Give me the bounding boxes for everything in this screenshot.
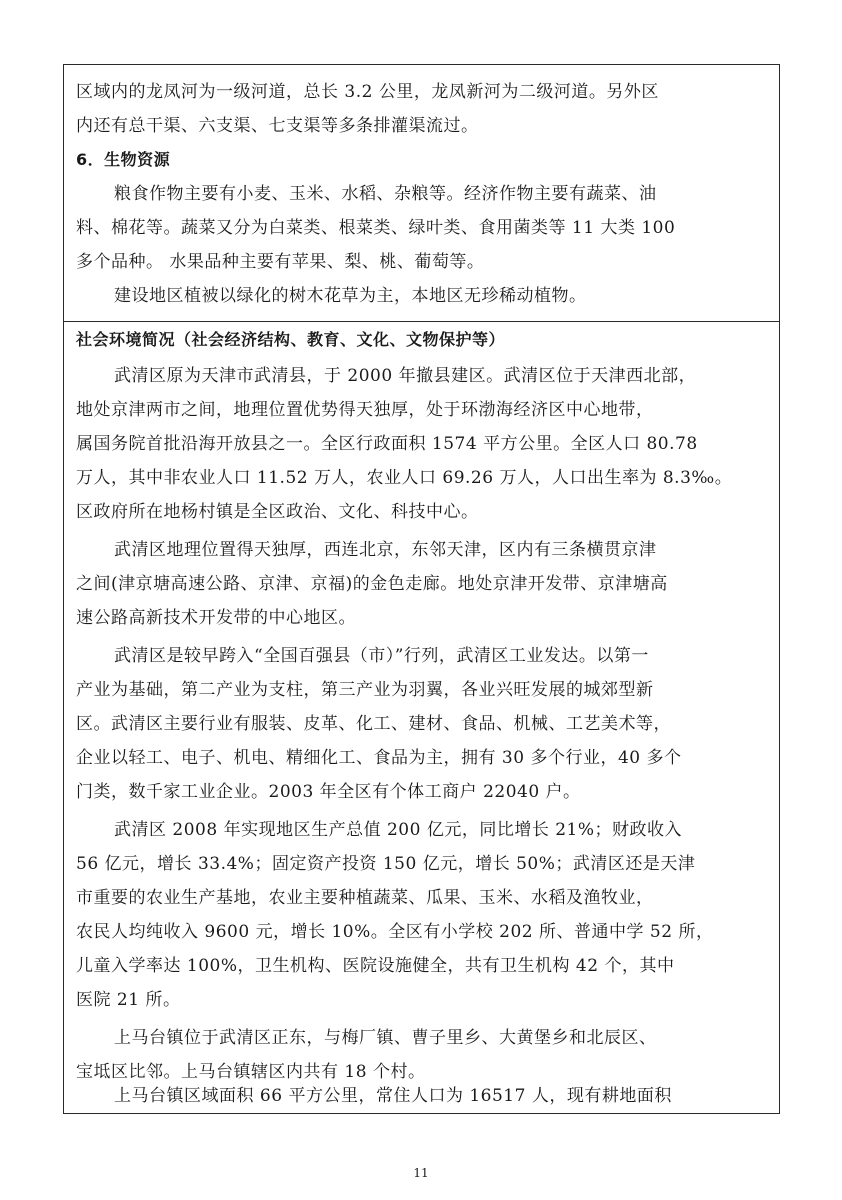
text-line: 武清区地理位置得天独厚，西连北京，东邻天津，区内有三条横贯京津 [114,540,657,560]
text-line: 56 亿元，增长 33.4%；固定资产投资 150 亿元，增长 50%；武清区还是天津 [76,854,696,874]
text-line: 宝坻区比邻。上马台镇辖区内共有 18 个村。 [76,1062,426,1082]
text-line: 区域内的龙凤河为一级河道，总长 3.2 公里，龙凤新河为二级河道。另外区 [76,82,659,102]
text-line: 武清区原为天津市武清县，于 2000 年撤县建区。武清区位于天津西北部， [114,366,697,386]
text-line: 区。武清区主要行业有服装、皮革、化工、建材、食品、机械、工艺美术等， [76,714,671,734]
text-line: 速公路高新技术开发带的中心地区。 [76,608,356,628]
subheading-biological-resources: 6．生物资源 [76,150,171,169]
text-line: 医院 21 所。 [76,990,181,1010]
text-line: 之间(津京塘高速公路、京津、京福)的金色走廊。地处京津开发带、京津塘高 [76,574,668,594]
section-heading-social-environment: 社会环境简况（社会经济结构、教育、文化、文物保护等） [76,330,506,349]
text-line: 农民人均纯收入 9600 元，增长 10%。全区有小学校 202 所、普通中学 52 所， [76,922,714,942]
text-line: 属国务院首批沿海开放县之一。全区行政面积 1574 平方公里。全区人口 80.78 [76,434,698,454]
text-line: 上马台镇区域面积 66 平方公里，常住人口为 16517 人，现有耕地面积 [114,1086,672,1106]
text-line: 武清区是较早跨入“全国百强县（市）”行列，武清区工业发达。以第一 [114,646,649,666]
text-line: 区政府所在地杨村镇是全区政治、文化、科技中心。 [76,502,479,522]
text-line: 粮食作物主要有小麦、玉米、水稻、杂粮等。经济作物主要有蔬菜、油 [114,184,657,204]
text-line: 市重要的农业生产基地，农业主要种植蔬菜、瓜果、玉米、水稻及渔牧业， [76,888,654,908]
text-line: 门类，数千家工业企业。2003 年全区有个体工商户 22040 户。 [76,782,581,802]
text-line: 企业以轻工、电子、机电、精细化工、食品为主，拥有 30 多个行业，40 多个 [76,748,682,768]
text-line: 料、棉花等。蔬菜又分为白菜类、根菜类、绿叶类、食用菌类等 11 大类 100 [76,218,676,238]
text-line: 武清区 2008 年实现地区生产总值 200 亿元，同比增长 21%；财政收入 [114,820,683,840]
page-number: 11 [413,1166,429,1180]
text-line: 产业为基础，第二产业为支柱，第三产业为羽翼，各业兴旺发展的城郊型新 [76,680,654,700]
text-line: 万人，其中非农业人口 11.52 万人，农业人口 69.26 万人，人口出生率为 8.3‰。 [76,468,733,488]
text-line: 内还有总干渠、六支渠、七支渠等多条排灌渠流过。 [76,116,479,136]
text-line: 上马台镇位于武清区正东，与梅厂镇、曹子里乡、大黄堡乡和北辰区、 [114,1028,657,1048]
text-line: 建设地区植被以绿化的树木花草为主，本地区无珍稀动植物。 [114,286,587,306]
section-divider [64,321,779,322]
text-line: 多个品种。 水果品种主要有苹果、梨、桃、葡萄等。 [76,252,485,272]
text-line: 地处京津两市之间，地理位置优势得天独厚，处于环渤海经济区中心地带， [76,400,654,420]
text-line: 儿童入学率达 100%，卫生机构、医院设施健全，共有卫生机构 42 个，其中 [76,956,675,976]
